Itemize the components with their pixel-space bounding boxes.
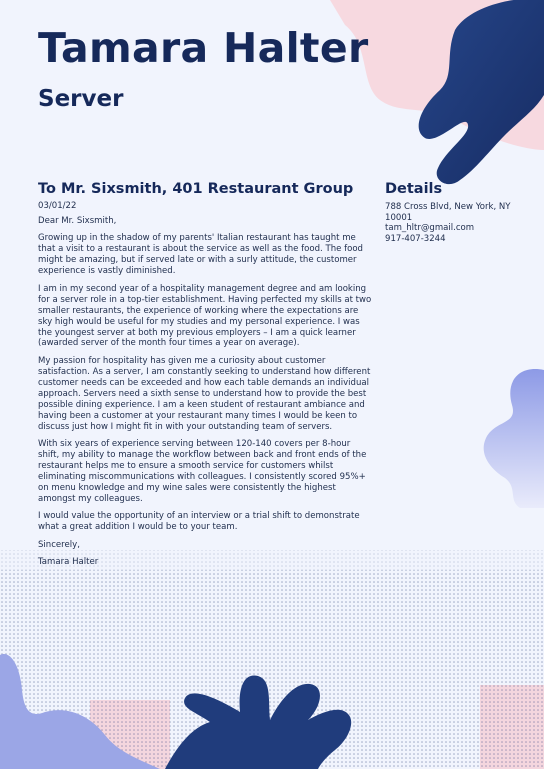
applicant-name: Tamara Halter	[38, 24, 369, 72]
closing: Sincerely,	[38, 539, 80, 550]
recipient-heading: To Mr. Sixsmith, 401 Restaurant Group	[38, 181, 354, 197]
letter-date: 03/01/22	[38, 201, 77, 211]
email-address[interactable]: tam_hltr@gmail.com	[385, 223, 475, 234]
greeting: Dear Mr. Sixsmith,	[38, 215, 117, 226]
address-line-1: 788 Cross Blvd, New York, NY	[385, 202, 511, 212]
paragraph-5: I would value the opportunity of an interview or a trial shift to demonstrate what a great addition I would be to your team.	[38, 511, 360, 533]
cover-letter-body	[38, 181, 372, 575]
phone-number[interactable]: 917-407-3244	[385, 234, 446, 245]
paragraph-3: My passion for hospitality has given me a curiosity about customer satisfaction. As a server, I am constantly seeking to understand how different customer needs can be exceeded and how each table demands an individual approach. Servers need a sixth sense to understand how to provide the best possible dining experience. I am a keen student of restaurant ambiance and having been a customer at your restaurant many times I would be keen to discuss just how I might fit in with your outstanding team of servers.	[38, 355, 371, 432]
paragraph-4: With six years of experience serving between 120-140 covers per 8-hour shift, my ability to manage the workflow between back and front ends of the restaurant helps me to ensure a smooth service for customers whilst eliminating miscommunications with colleagues. I consistently scored 95%+ on menu knowledge and my wine sales were consistently the highest amongst my colleagues.	[38, 439, 367, 504]
paragraph-2: I am in my second year of a hospitality management degree and am looking for a server role in a top-tier establishment. Having perfected my skills at two smaller restaurants, the experience of working where the expectations are sky high would be useful for my studies and my personal experience. I was the youngest server at both my previous employers – I am a quick learner (awarded server of the month four times a year on average).	[38, 283, 372, 349]
paragraph-1: Growing up in the shadow of my parents' Italian restaurant has taught me that a visit to a restaurant is about the service as well as the food. The food might be amazing, but if served late or with a surly attitude, the customer experience is vastly diminished.	[38, 233, 363, 277]
details-heading: Details	[385, 181, 443, 197]
details-panel	[385, 181, 525, 245]
address-line-2: 10001	[385, 212, 413, 223]
signature: Tamara Halter	[38, 557, 99, 568]
job-title: Server	[38, 86, 124, 112]
